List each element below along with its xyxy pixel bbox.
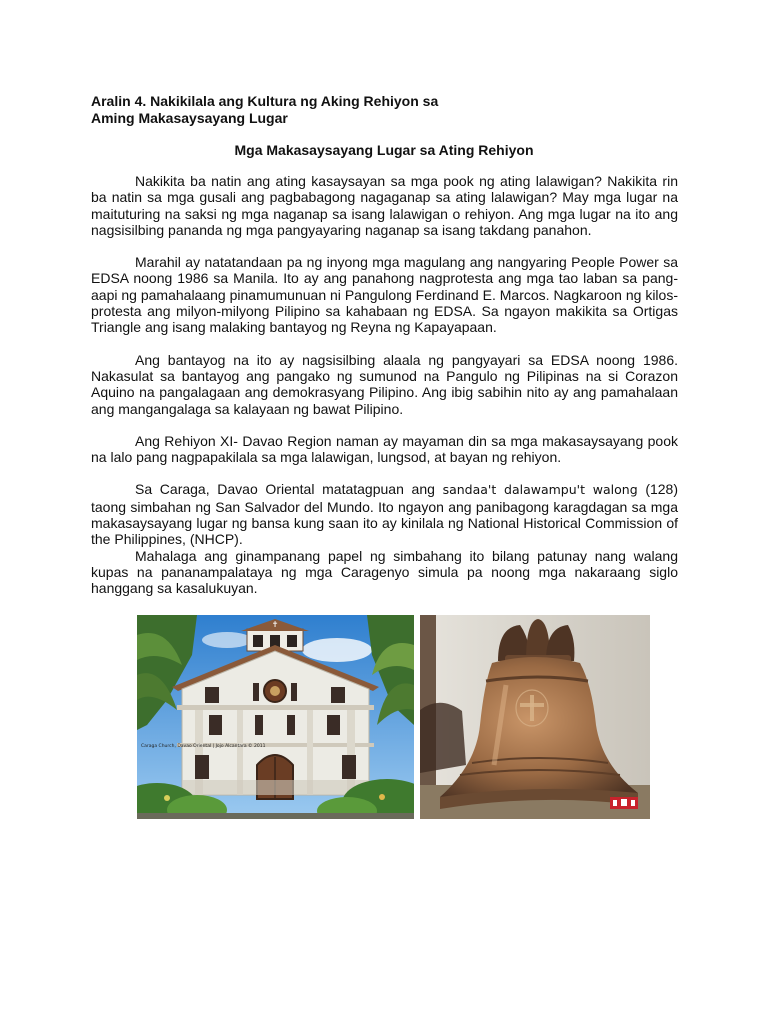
paragraph-monument: Ang bantayog na ito ay nagsisilbing alaala ng pangyayari sa EDSA noong 1986. Nakasulat sa bantayog ang pangako ng sumunod na Pangulo ng Pilipinas na si Corazon Aquino na pangalagaan ang demokrasyang Pilipino. Ang ibig sabihin nito ay ang pamahalaan ang mangangalaga sa kalayaan ng bawat Pilipino. [91, 351, 678, 417]
caraga-text-start: Sa Caraga, Davao Oriental matatagpuan ang [135, 481, 443, 498]
paragraph-davao-region: Ang Rehiyon XI- Davao Region naman ay mayaman din sa mga makasaysayang pook na lalo pang nagpapakilala sa mga lalawigan, lungsod, at bayan ng rehiyon. [91, 432, 678, 466]
lesson-heading [91, 93, 438, 127]
lesson-title-line-2: Aming Makasaysayang Lugar [91, 110, 288, 126]
body-text [91, 173, 678, 613]
paragraph-intro: Nakikita ba natin ang ating kasaysayan sa mga pook ng ating lalawigan? Nakikita rin ba natin sa mga gusali ang pagbabagong nagaganap sa ating lalawigan? May mga lugar na maituturing na saksi ng mga naganap sa isang lalawigan o rehiyon. Ang mga lugar na ito ang nagsisilbing pananda ng mga pangyayaring naganap sa isang takdang panahon. [91, 173, 678, 238]
church-photo [137, 615, 414, 819]
caraga-text-end: (128) taong simbahan ng San Salvador del Mundo. Ito ngayon ang panibagong karagdagan sa mga makasaysayang lugar ng bansa kung saan ito ay kinilala ng National Historical Commission of the Philippines, (NHCP). [91, 481, 678, 548]
svg-text:✝: ✝ [271, 620, 279, 629]
caraga-number-words: sandaa't dalawampu't walong [442, 482, 638, 498]
section-title: Mga Makasaysayang Lugar sa Ating Rehiyon [234, 142, 534, 158]
paragraph-faith: Mahalaga ang ginampanang papel ng simbahang ito bilang patunay nang walang kupas na pananampalataya ng mga Caragenyo simula pa noong mga nakaraang siglo hanggang sa kasalukuyan. [91, 547, 678, 597]
church-photo-caption: Caraga Church, Davao Oriental | Jojo Alcantara © 2011 [141, 744, 266, 749]
paragraph-people-power: Marahil ay natatandaan pa ng inyong mga magulang ang nangyaring People Power sa EDSA noong 1986 sa Manila. Ito ay ang panahong nagprotesta ang mga tao laban sa pang-aapi ng pamahalaang pinamumunuan ni Pangulong Ferdinand E. Marcos. Nagkaroon ng kilos-protesta ang milyon-milyong Pilipino sa kahabaan ng EDSA. Sa ngayon makikita sa Ortigas Triangle ang isang malaking bantayog ng Reyna ng Kapayapaan. [91, 254, 678, 336]
bell-photo [420, 615, 650, 819]
paragraph-caraga [91, 481, 678, 547]
lesson-title-line-1: Aralin 4. Nakikilala ang Kultura ng Aking Rehiyon sa [91, 93, 439, 109]
